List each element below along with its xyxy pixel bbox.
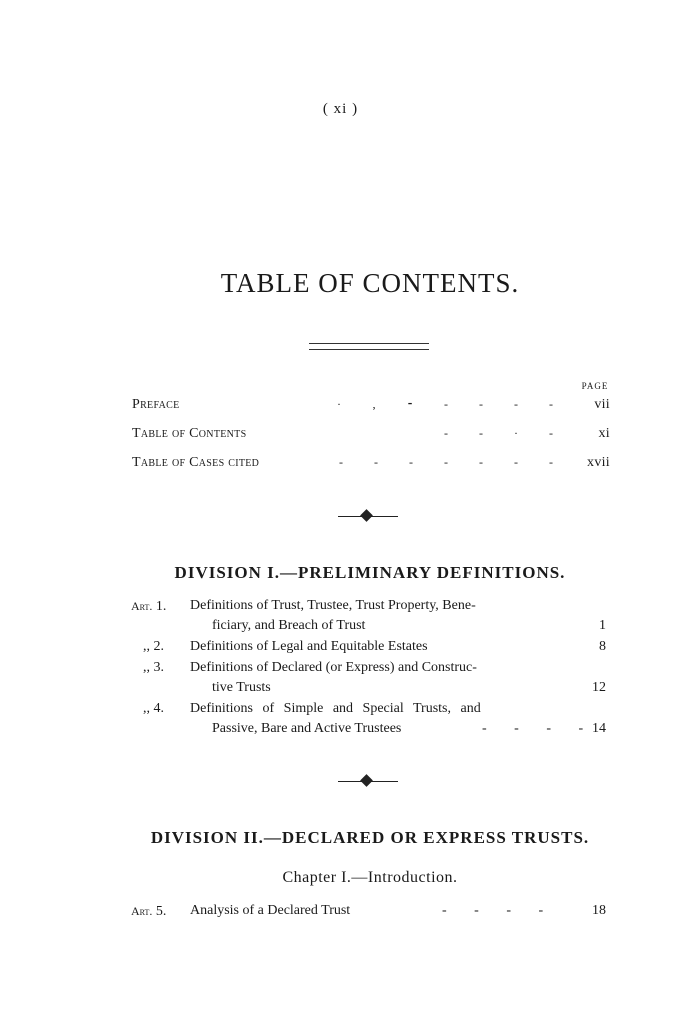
article-prefix: ,, 4. xyxy=(143,701,164,716)
article-entry xyxy=(131,901,606,921)
title-double-rule xyxy=(309,343,429,350)
article-entry xyxy=(131,658,606,698)
article-title: Definitions of Legal and Equitable Estates xyxy=(190,639,428,654)
front-matter-label: Table of Cases cited xyxy=(132,455,260,470)
page-number: 14 xyxy=(592,721,606,736)
page-title: TABLE OF CONTENTS. xyxy=(220,268,520,298)
page-column-heading: PAGE xyxy=(581,381,609,391)
article-title-cont: Passive, Bare and Active Trustees xyxy=(212,721,402,736)
article-entry xyxy=(131,637,606,657)
article-entry xyxy=(131,699,606,739)
front-matter-label: Preface xyxy=(132,397,180,412)
ornament-divider xyxy=(338,510,398,522)
chapter-heading: Chapter I.—Introduction. xyxy=(282,869,458,886)
article-title: Definitions of Trust, Trustee, Trust Property, Bene- xyxy=(190,598,476,613)
front-matter-row xyxy=(132,455,610,477)
division-heading: DIVISION II.—DECLARED OR EXPRESS TRUSTS. xyxy=(150,828,590,847)
article-entry xyxy=(131,596,606,636)
front-matter-label: Table of Contents xyxy=(132,426,247,441)
article-title: Definitions of Simple and Special Trusts, and xyxy=(190,701,481,716)
page-number: 1 xyxy=(599,618,606,633)
page-folio: ( xi ) xyxy=(322,101,359,117)
diamond-icon xyxy=(360,774,373,787)
diamond-icon xyxy=(360,509,373,522)
page-number: 12 xyxy=(592,680,606,695)
article-prefix: Art. 5. xyxy=(131,904,167,919)
article-title-cont: ficiary, and Breach of Trust xyxy=(212,618,366,633)
leader-dots: - - - - - - - xyxy=(339,455,567,469)
page-number: vii xyxy=(594,397,610,412)
division-heading: DIVISION I.—PRELIMINARY DEFINITIONS. xyxy=(174,563,566,582)
front-matter-row xyxy=(132,426,610,448)
page-number: xi xyxy=(598,426,610,441)
article-prefix: ,, 3. xyxy=(143,660,164,675)
leader-dashes: - - - - xyxy=(442,903,556,918)
page-number: xvii xyxy=(587,455,610,470)
page-number: 18 xyxy=(592,903,606,918)
article-title: Analysis of a Declared Trust xyxy=(190,903,351,918)
leader-dashes: - - - - xyxy=(482,721,596,736)
leader-dots: · ‚ ⁃ - - - - xyxy=(337,397,567,411)
article-prefix: Art. 1. xyxy=(131,599,167,614)
page-number: 8 xyxy=(599,639,606,654)
ornament-divider xyxy=(338,775,398,787)
article-title: Definitions of Declared (or Express) and Construc- xyxy=(190,660,477,675)
leader-dots: - - · - xyxy=(444,426,567,440)
article-title-cont: tive Trusts xyxy=(212,680,271,695)
article-prefix: ,, 2. xyxy=(143,639,164,654)
front-matter-row xyxy=(132,397,610,419)
